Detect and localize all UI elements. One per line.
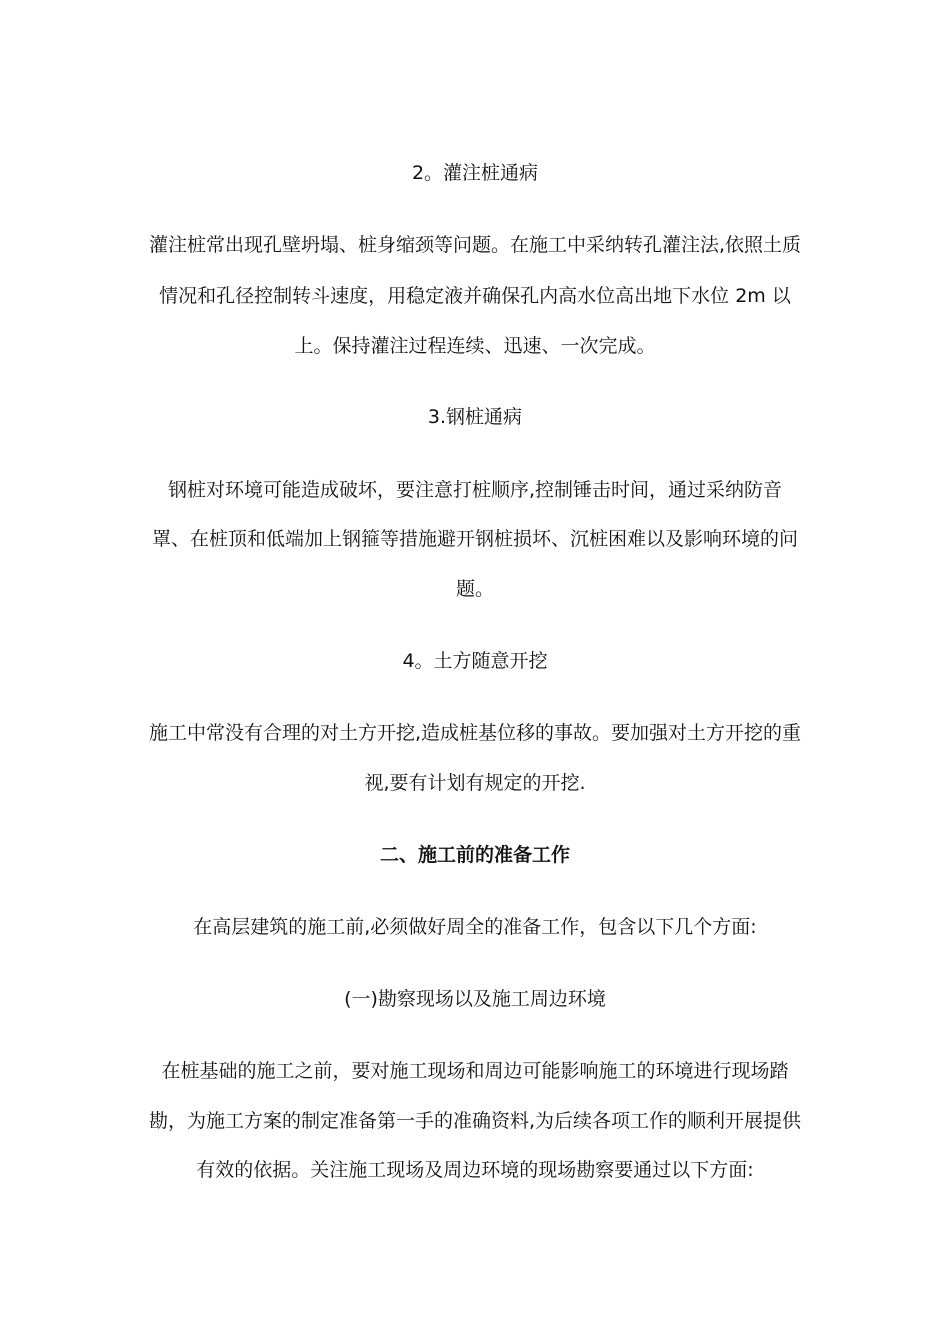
- section-2-paragraph-line-3: 上。保持灌注过程连续、迅速、一次完成。: [294, 335, 656, 357]
- subsection-1-paragraph-line-1: 在桩基础的施工之前，要对施工现场和周边可能影响施工的环境进行现场踏: [161, 1060, 789, 1082]
- section-3-paragraph-line-2: 罩、在桩顶和低端加上钢箍等措施避开钢桩损坏、沉桩困难以及影响环境的问: [151, 528, 798, 550]
- section-4-paragraph-line-2: 视,要有计划有规定的开挖.: [364, 772, 586, 794]
- section-3-heading: 3.钢桩通病: [427, 406, 523, 428]
- section-4-paragraph-line-1: 施工中常没有合理的对土方开挖,造成桩基位移的事故。要加强对土方开挖的重: [148, 722, 802, 744]
- subsection-1-paragraph-line-2: 勘，为施工方案的制定准备第一手的准确资料,为后续各项工作的顺利开展提供: [148, 1110, 802, 1132]
- chapter-2-intro: 在高层建筑的施工前,必须做好周全的准备工作，包含以下几个方面:: [193, 916, 757, 938]
- subsection-1-paragraph-line-3: 有效的依据。关注施工现场及周边环境的现场勘察要通过以下方面:: [196, 1159, 754, 1181]
- section-4-heading: 4。土方随意开挖: [402, 650, 548, 672]
- section-3-paragraph-line-1: 钢桩对环境可能造成破坏，要注意打桩顺序,控制锤击时间，通过采纳防音: [167, 479, 783, 501]
- section-2-paragraph-line-2: 情况和孔径控制转斗速度，用稳定液并确保孔内高水位高出地下水位 2m 以: [159, 285, 791, 307]
- section-3-paragraph-line-3: 题。: [455, 578, 494, 600]
- section-2-heading: 2。灌注桩通病: [411, 162, 539, 184]
- subsection-1-heading: (一)勘察现场以及施工周边环境: [344, 988, 606, 1010]
- chapter-2-heading: 二、施工前的准备工作: [379, 844, 570, 866]
- section-2-paragraph-line-1: 灌注桩常出现孔壁坍塌、桩身缩颈等问题。在施工中采纳转孔灌注法,依照土质: [148, 234, 802, 256]
